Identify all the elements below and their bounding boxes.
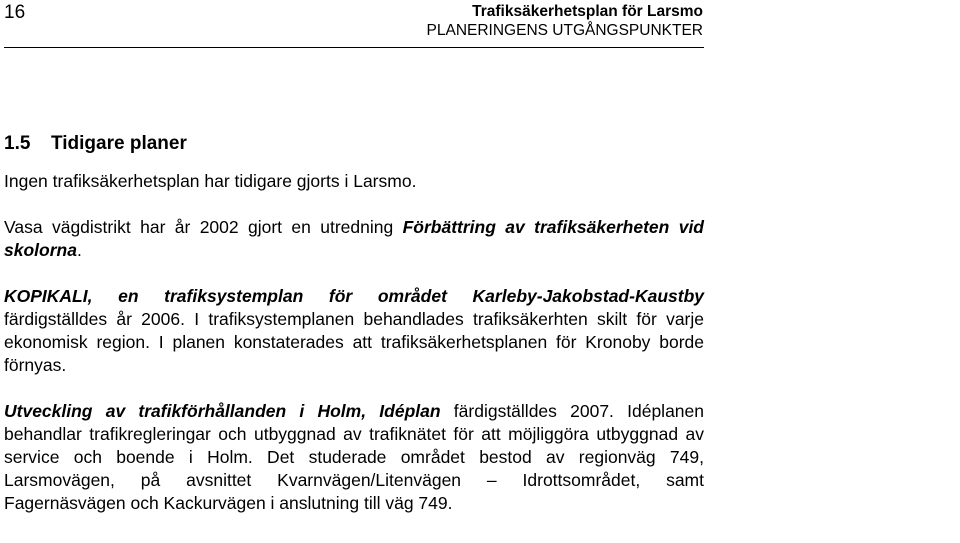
page-body bbox=[4, 133, 704, 515]
page-number: 16 bbox=[4, 2, 26, 23]
section-heading bbox=[4, 133, 704, 155]
paragraph-2-end: . bbox=[76, 240, 82, 260]
paragraph-4 bbox=[4, 400, 704, 515]
header-rule bbox=[4, 47, 704, 48]
paragraph-2-text: Vasa vägdistrikt har år 2002 gjort en utredning bbox=[4, 217, 403, 237]
section-title: Tidigare planer bbox=[51, 133, 187, 154]
paragraph-3 bbox=[4, 285, 704, 377]
section-number: 1.5 bbox=[4, 133, 31, 154]
report-title-kopikali: KOPIKALI, en trafiksystemplan för området Karleby-Jakobstad-Kaustby bbox=[4, 286, 704, 306]
chapter-title: PLANERINGENS UTGÅNGSPUNKTER bbox=[426, 22, 703, 39]
report-title-skolorna: Förbättring av trafiksäkerheten vid skolorna bbox=[4, 217, 704, 260]
paragraph-1: Ingen trafiksäkerhetsplan har tidigare gjorts i Larsmo. bbox=[4, 171, 417, 191]
page-header bbox=[0, 0, 960, 54]
paragraph-3-text: färdigställdes år 2006. I trafiksystemplanen behandlades trafiksäkerhten skilt för varje ekonomisk region. I planen konstaterades att trafiksäkerhetsplanen för Kronoby borde förnyas. bbox=[4, 309, 704, 375]
report-title-holm: Utveckling av trafikförhållanden i Holm, Idéplan bbox=[4, 401, 441, 421]
document-title: Trafiksäkerhetsplan för Larsmo bbox=[472, 3, 703, 20]
paragraph-2 bbox=[4, 216, 704, 262]
paragraph-4-text: färdigställdes 2007. Idéplanen behandlar trafikregleringar och utbyggnad av trafiknätet för att möjliggöra utbyggnad av service och boende i Holm. Det studerade området bestod av regionväg 749, Larsmovägen, på avsnittet Kvarnvägen/Litenvägen – Idrottsområdet, samt Fagernäsvägen och Kackurvägen i anslutning till väg 749. bbox=[4, 401, 705, 513]
